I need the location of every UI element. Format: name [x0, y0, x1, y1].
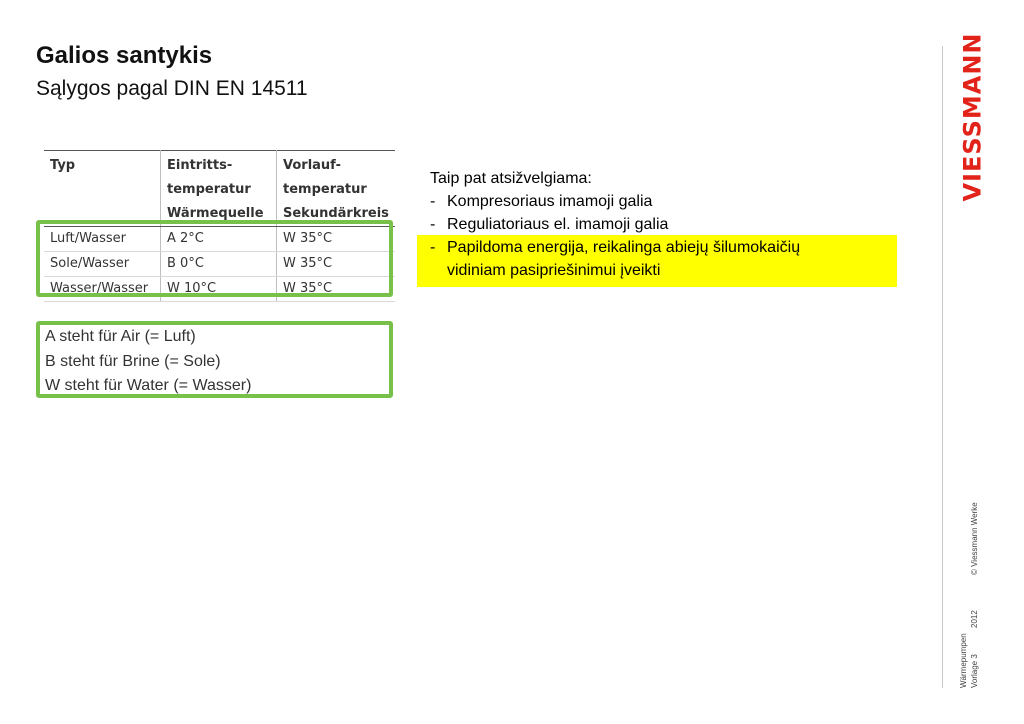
- dash-bullet: -: [430, 193, 436, 210]
- header-line: Sekundärkreis: [283, 206, 389, 221]
- table-cell: W 10°C: [161, 277, 277, 302]
- notes-item-continuation: vidiniam pasipriešinimui įveikti: [447, 262, 661, 279]
- header-line: Wärmequelle: [167, 206, 264, 221]
- notes-block: [430, 167, 800, 282]
- notes-item: [430, 190, 800, 213]
- dash-bullet: -: [430, 239, 436, 256]
- legend-line: B steht für Brine (= Sole): [45, 352, 221, 370]
- table-cell: W 35°C: [277, 277, 395, 302]
- footer-template: Vorlage 3: [970, 654, 979, 688]
- notes-item: [430, 213, 800, 236]
- table-cell: B 0°C: [161, 252, 277, 277]
- table-cell: W 35°C: [277, 252, 395, 277]
- dash-bullet: -: [430, 216, 436, 233]
- table-cell: Wasser/Wasser: [44, 277, 161, 302]
- header-typ-line: Typ: [50, 158, 76, 173]
- header-line: temperatur: [167, 182, 251, 197]
- table-cell: W 35°C: [277, 227, 395, 252]
- header-line: Vorlauf-: [283, 158, 341, 173]
- table-header-row: [44, 151, 395, 227]
- header-typ: [44, 151, 161, 227]
- notes-item-highlighted: [430, 236, 800, 259]
- header-line: Eintritts-: [167, 158, 233, 173]
- divider-line: [942, 46, 943, 688]
- copyright-text: © Viessmann Werke: [970, 502, 979, 575]
- logo-text: VIESSMANN: [959, 32, 987, 202]
- legend-line: W steht für Water (= Wasser): [45, 377, 252, 394]
- notes-item-text: Reguliatoriaus el. imamoji galia: [447, 216, 669, 233]
- table-cell: A 2°C: [161, 227, 277, 252]
- table-cell: Luft/Wasser: [44, 227, 161, 252]
- year-text: 2012: [970, 610, 979, 628]
- viessmann-logo: [959, 32, 987, 202]
- header-line: temperatur: [283, 182, 367, 197]
- header-flow-temp: [277, 151, 395, 227]
- slide-title: Galios santykis: [36, 42, 213, 69]
- legend-highlight-box: [36, 321, 393, 398]
- notes-item-text: Kompresoriaus imamoji galia: [447, 193, 653, 210]
- notes-intro: Taip pat atsižvelgiama:: [430, 170, 592, 187]
- table-cell: Sole/Wasser: [44, 252, 161, 277]
- header-source-temp: [161, 151, 277, 227]
- slide-subtitle: Sąlygos pagal DIN EN 14511: [36, 77, 308, 100]
- notes-item-text: Papildoma energija, reikalinga abiejų šilumokaičių: [447, 239, 801, 256]
- table-rows-highlight-box: [36, 220, 393, 297]
- legend-line: A steht für Air (= Luft): [45, 328, 196, 345]
- footer-topic: Wärmepumpen: [959, 633, 968, 688]
